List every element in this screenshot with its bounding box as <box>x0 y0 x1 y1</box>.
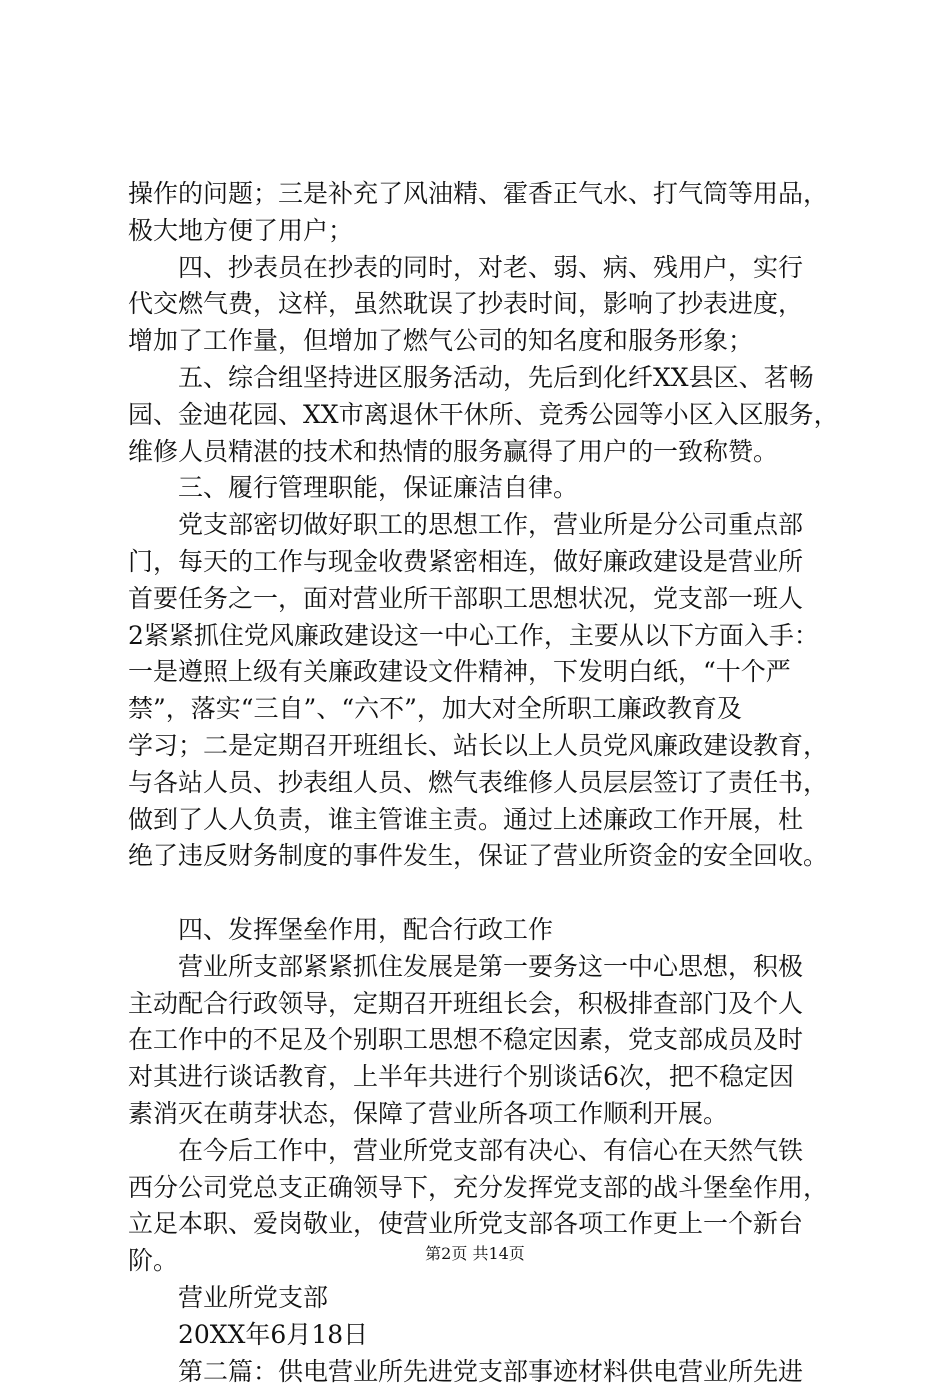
text-line: 在工作中的不足及个别职工思想不稳定因素，党支部成员及时 <box>128 1022 836 1059</box>
text-line: 主动配合行政领导，定期召开班组长会，积极排查部门及个人 <box>128 986 836 1023</box>
text-line: 第二篇：供电营业所先进党支部事迹材料供电营业所先进 <box>128 1354 836 1390</box>
blank-line <box>128 875 836 912</box>
text-line: 代交燃气费，这样，虽然耽误了抄表时间，影响了抄表进度， <box>128 286 836 323</box>
text-line: 在今后工作中，营业所党支部有决心、有信心在天然气铁 <box>128 1133 836 1170</box>
text-line: 立足本职、爱岗敬业，使营业所党支部各项工作更上一个新台 <box>128 1206 836 1243</box>
text-line: 三、履行管理职能，保证廉洁自律。 <box>128 470 836 507</box>
text-line: 2紧紧抓住党风廉政建设这一中心工作，主要从以下方面入手： <box>128 618 836 655</box>
document-body <box>128 176 836 1390</box>
text-line: 党支部密切做好职工的思想工作，营业所是分公司重点部 <box>128 507 836 544</box>
text-line: 五、综合组坚持进区服务活动，先后到化纤XX县区、茗畅 <box>128 360 836 397</box>
text-line: 西分公司党总支正确领导下，充分发挥党支部的战斗堡垒作用， <box>128 1170 836 1207</box>
text-line: 20XX年6月18日 <box>128 1317 836 1354</box>
text-line: 做到了人人负责，谁主管谁主责。通过上述廉政工作开展，杜 <box>128 802 836 839</box>
text-line: 四、抄表员在抄表的同时，对老、弱、病、残用户，实行 <box>128 250 836 287</box>
text-line: 阶。 <box>128 1243 836 1280</box>
text-line: 与各站人员、抄表组人员、燃气表维修人员层层签订了责任书， <box>128 765 836 802</box>
text-line: 四、发挥堡垒作用，配合行政工作 <box>128 912 836 949</box>
text-line: 对其进行谈话教育，上半年共进行个别谈话6次，把不稳定因 <box>128 1059 836 1096</box>
page-footer: 第2页 共14页 <box>0 1244 950 1264</box>
text-line: 营业所支部紧紧抓住发展是第一要务这一中心思想，积极 <box>128 949 836 986</box>
text-line: 增加了工作量，但增加了燃气公司的知名度和服务形象； <box>128 323 836 360</box>
text-line: 一是遵照上级有关廉政建设文件精神，下发明白纸，“十个严 <box>128 654 836 691</box>
text-line: 学习；二是定期召开班组长、站长以上人员党风廉政建设教育， <box>128 728 836 765</box>
text-line: 营业所党支部 <box>128 1280 836 1317</box>
text-line: 首要任务之一，面对营业所干部职工思想状况，党支部一班人 <box>128 581 836 618</box>
text-line: 操作的问题；三是补充了风油精、霍香正气水、打气筒等用品， <box>128 176 836 213</box>
text-line: 素消灭在萌芽状态，保障了营业所各项工作顺利开展。 <box>128 1096 836 1133</box>
text-line: 园、金迪花园、XX市离退休干休所、竞秀公园等小区入区服务， <box>128 397 836 434</box>
text-line: 禁”，落实“三自”、“六不”，加大对全所职工廉政教育及 <box>128 691 836 728</box>
text-line: 极大地方便了用户； <box>128 213 836 250</box>
text-line: 绝了违反财务制度的事件发生，保证了营业所资金的安全回收。 <box>128 838 836 875</box>
text-line: 门，每天的工作与现金收费紧密相连，做好廉政建设是营业所 <box>128 544 836 581</box>
text-line: 维修人员精湛的技术和热情的服务赢得了用户的一致称赞。 <box>128 434 836 471</box>
